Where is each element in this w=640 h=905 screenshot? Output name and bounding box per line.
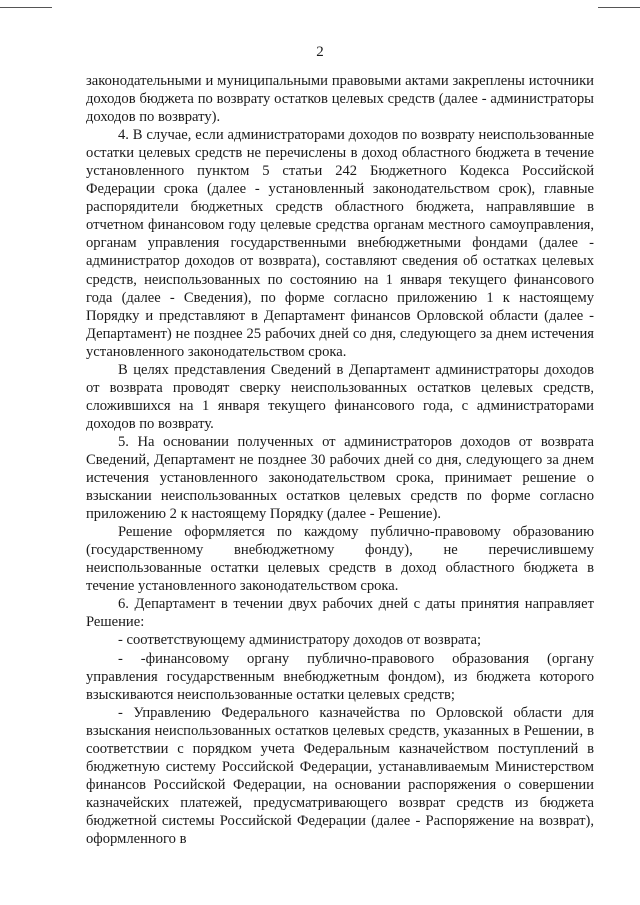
list-item-admin: - соответствующему администратору доходов от возврата; bbox=[118, 632, 482, 649]
list-item-finance-body: - -финансовому органу публично-правового образования (органу управления государственным внебюджетным фондом), из бюджета которого взыскиваются неиспользованные остатки целевых средств; bbox=[86, 650, 594, 703]
paragraph-decision-form: Решение оформляется по каждому публично-правовому образованию (государственному внебюджетному фонду), не перечислившему неиспользованные остатки целевых средств в доход областного бюджета в течение установленного законодательством срока. bbox=[86, 524, 594, 595]
scan-edge-line-left bbox=[0, 7, 52, 8]
paragraph-item-5: 5. На основании полученных от администраторов доходов от возврата Сведений, Департамент не позднее 30 рабочих дней со дня, следующего за днем истечения установленного законодательством срока, принимает решение о взыскании неиспользованных остатков целевых средств по форме согласно приложению 2 к настоящему Порядку (далее - Решение). bbox=[86, 433, 594, 523]
page-number: 2 bbox=[316, 44, 324, 60]
scan-edge-line-right bbox=[598, 7, 640, 8]
list-item-treasury: - Управлению Федерального казначейства по Орловской области для взыскания неиспользованных остатков целевых средств, указанных в Решении, в соответствии с порядком учета Федеральным казначейством поступлений в бюджетную систему Российской Федерации, устанавливаемым Министерством финансов Российской Федерации, на основании распоряжения о совершении казначейских платежей, предусматривающего возврат средств из бюджета бюджетной системы Российской Федерации (далее - Распоряжение на возврат), оформленного в bbox=[86, 704, 594, 847]
paragraph-item-6: 6. Департамент в течении двух рабочих дней с даты принятия направляет Решение: bbox=[86, 596, 594, 631]
paragraph-reconciliation: В целях представления Сведений в Департамент администраторы доходов от возврата проводят сверку неиспользованных остатков целевых средств, сложившихся на 1 января текущего финансового года, с администраторами доходов по возврату. bbox=[86, 361, 594, 432]
document-body bbox=[86, 72, 594, 848]
paragraph-item-4: 4. В случае, если администраторами доходов по возврату неиспользованные остатки целевых средств не перечислены в доход областного бюджета в течение установленного пунктом 5 статьи 242 Бюджетного Кодекса Российской Федерации срока (далее - установленный законодательством срок), главные распорядители бюджетных средств областного бюджета, направлявшие в отчетном финансовом году целевые средства органам местного самоуправления, органам управления государственными внебюджетными фондами (далее - администратор доходов от возврата), составляют сведения об остатках целевых средств, неиспользованных по состоянию на 1 января текущего финансового года (далее - Сведения), по форме согласно приложению 1 к настоящему Порядку и представляют в Департамент финансов Орловской области (далее - Департамент) не позднее 25 рабочих дней со дня, следующего за днем истечения установленного законодательством срока. bbox=[86, 127, 594, 360]
paragraph-continuation: законодательными и муниципальными правовыми актами закреплены источники доходов бюджета по возврату остатков целевых средств (далее - администраторы доходов по возврату). bbox=[86, 73, 594, 126]
